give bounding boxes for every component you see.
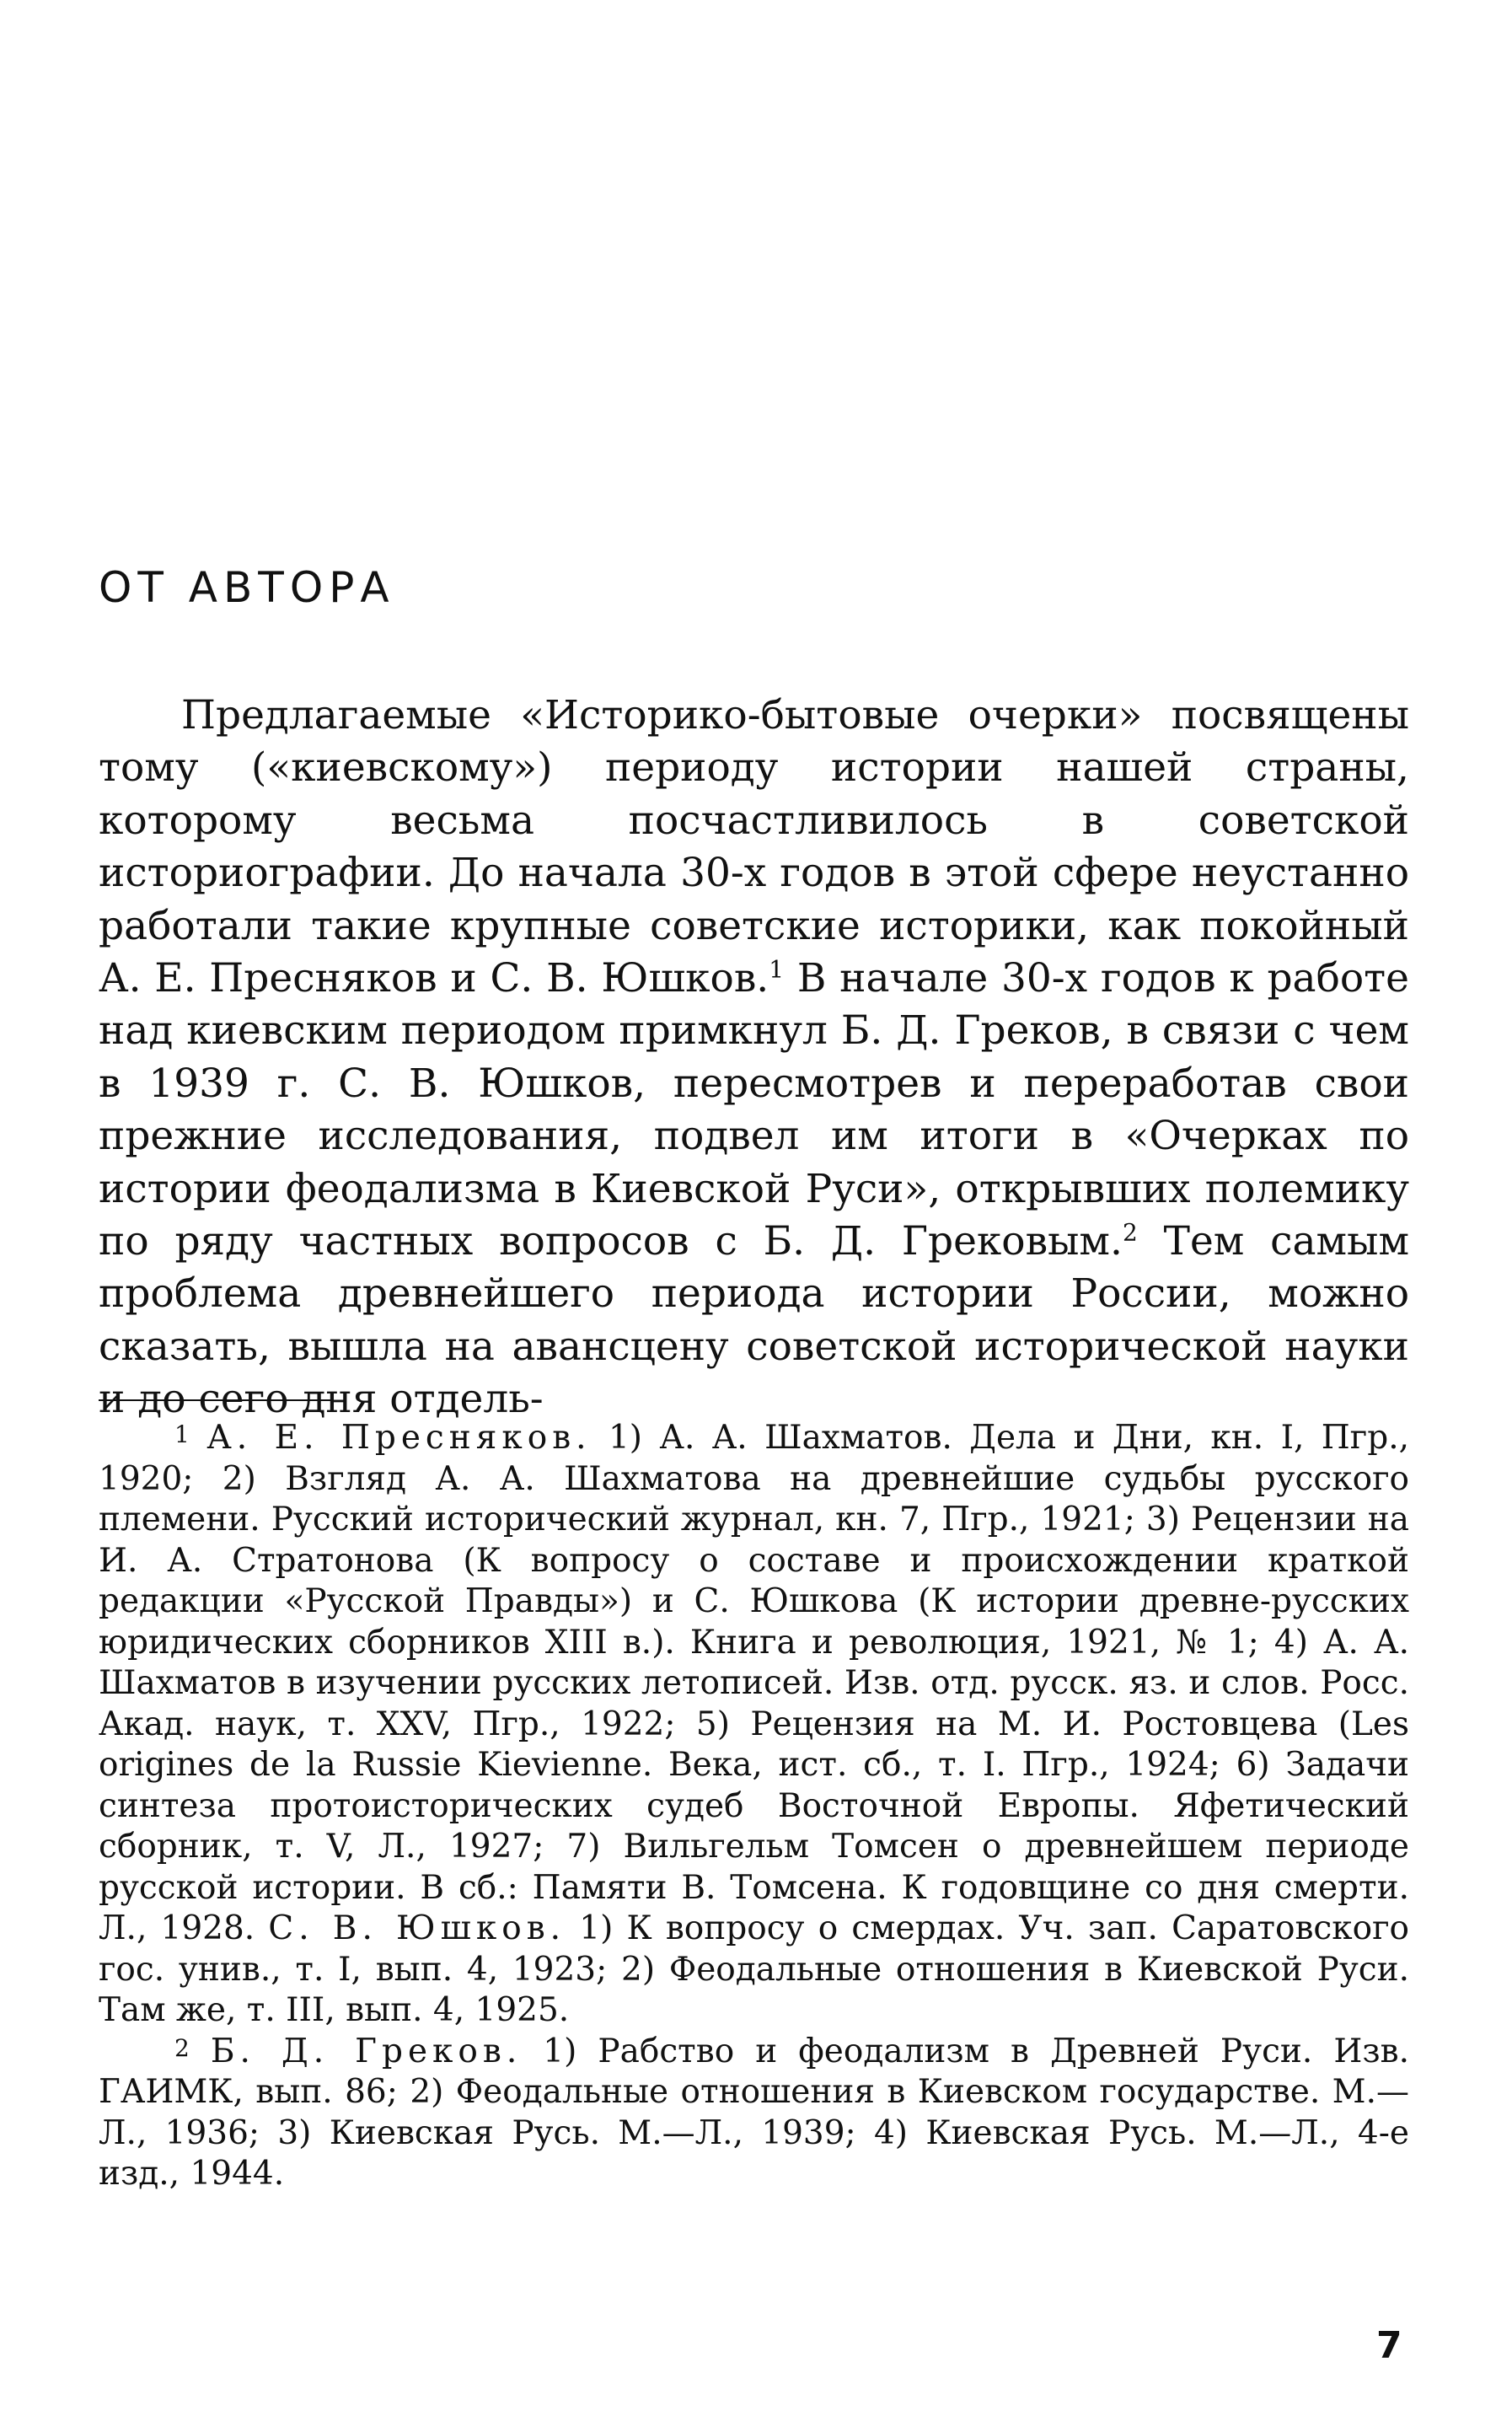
footnote-text: 1) К вопросу о смердах. Уч. зап. Саратовского гос. унив., т. I, вып. 4, 1923; 2) Феодальные отношения в Киевской Руси. Там же, т. III, вып. 4, 1925.: [99, 1909, 1410, 2029]
footnote-1: [99, 1418, 1409, 2032]
section-heading: ОТ АВТОРА: [99, 563, 395, 612]
footnote-author: А. Е. Пресняков.: [206, 1419, 592, 1457]
footnotes: [99, 1418, 1409, 2195]
footnote-author: Б. Д. Греков.: [210, 2032, 523, 2070]
footnote-ref-1[interactable]: 1: [769, 955, 785, 984]
body-text-part-1: Предлагаемые «Историко-бытовые очерки» посвящены тому («киевскому») периоду истории нашей страны, которому весьма посчастливилось в советской историографии. До начала 30-х годов в этой сфере неустанно работали такие крупные советские историки, как покойный А. Е. Пресняков и С. В. Юшков.: [99, 692, 1409, 1002]
footnote-number: 2: [174, 2033, 190, 2062]
body-paragraph: [99, 690, 1409, 1426]
footnote-ref-2[interactable]: 2: [1122, 1218, 1138, 1247]
footnote-number: 1: [174, 1420, 190, 1448]
footnote-text: 1) А. А. Шахматов. Дела и Дни, кн. I, Пгр., 1920; 2) Взгляд А. А. Шахматова на древнейшие судьбы русского племени. Русский исторический журнал, кн. 7, Пгр., 1921; 3) Рецензии на И. А. Стратонова (К вопросу о составе и происхождении краткой редакции «Русской Правды») и С. Юшкова (К истории древне-русских юридических сборников XIII в.). Книга и революция, 1921, № 1; 4) А. А. Шахматов в изучении русских летописей. Изв. отд. русск. яз. и слов. Росс. Акад. наук, т. XXV, Пгр., 1922; 5) Рецензия на М. И. Ростовцева (Les origines de la Russie Kievienne. Века, ист. сб., т. I. Пгр., 1924; 6) Задачи синтеза протоисторических судеб Восточной Европы. Яфетический сборник, т. V, Л., 1927; 7) Вильгельм Томсен о древнейшем периоде русской истории. В сб.: Памяти В. Томсена. К годовщине со дня смерти. Л., 1928.: [99, 1419, 1410, 1947]
footnote-separator: [99, 1399, 330, 1401]
body-text-part-3: Тем самым проблема древнейшего периода истории России, можно сказать, вышла на авансцену советской исторической науки и до сего дня отдель-: [99, 1218, 1410, 1423]
footnote-2: [99, 2032, 1409, 2195]
page-number: 7: [1376, 2324, 1402, 2367]
footnote-text: 1) Рабство и феодализм в Древней Руси. Изв. ГАИМК, вып. 86; 2) Феодальные отношения в Киевском государстве. М.—Л., 1936; 3) Киевская Русь. М.—Л., 1939; 4) Киевская Русь. М.—Л., 4-е изд., 1944.: [99, 2032, 1410, 2193]
body-text-part-2: В начале 30-х годов к работе над киевским периодом примкнул Б. Д. Греков, в связи с чем в 1939 г. С. В. Юшков, пересмотрев и переработав свои прежние исследования, подвел им итоги в «Очерках по истории феодализма в Киевской Руси», открывших полемику по ряду частных вопросов с Б. Д. Грековым.: [99, 955, 1409, 1265]
footnote-author: С. В. Юшков.: [268, 1909, 566, 1947]
